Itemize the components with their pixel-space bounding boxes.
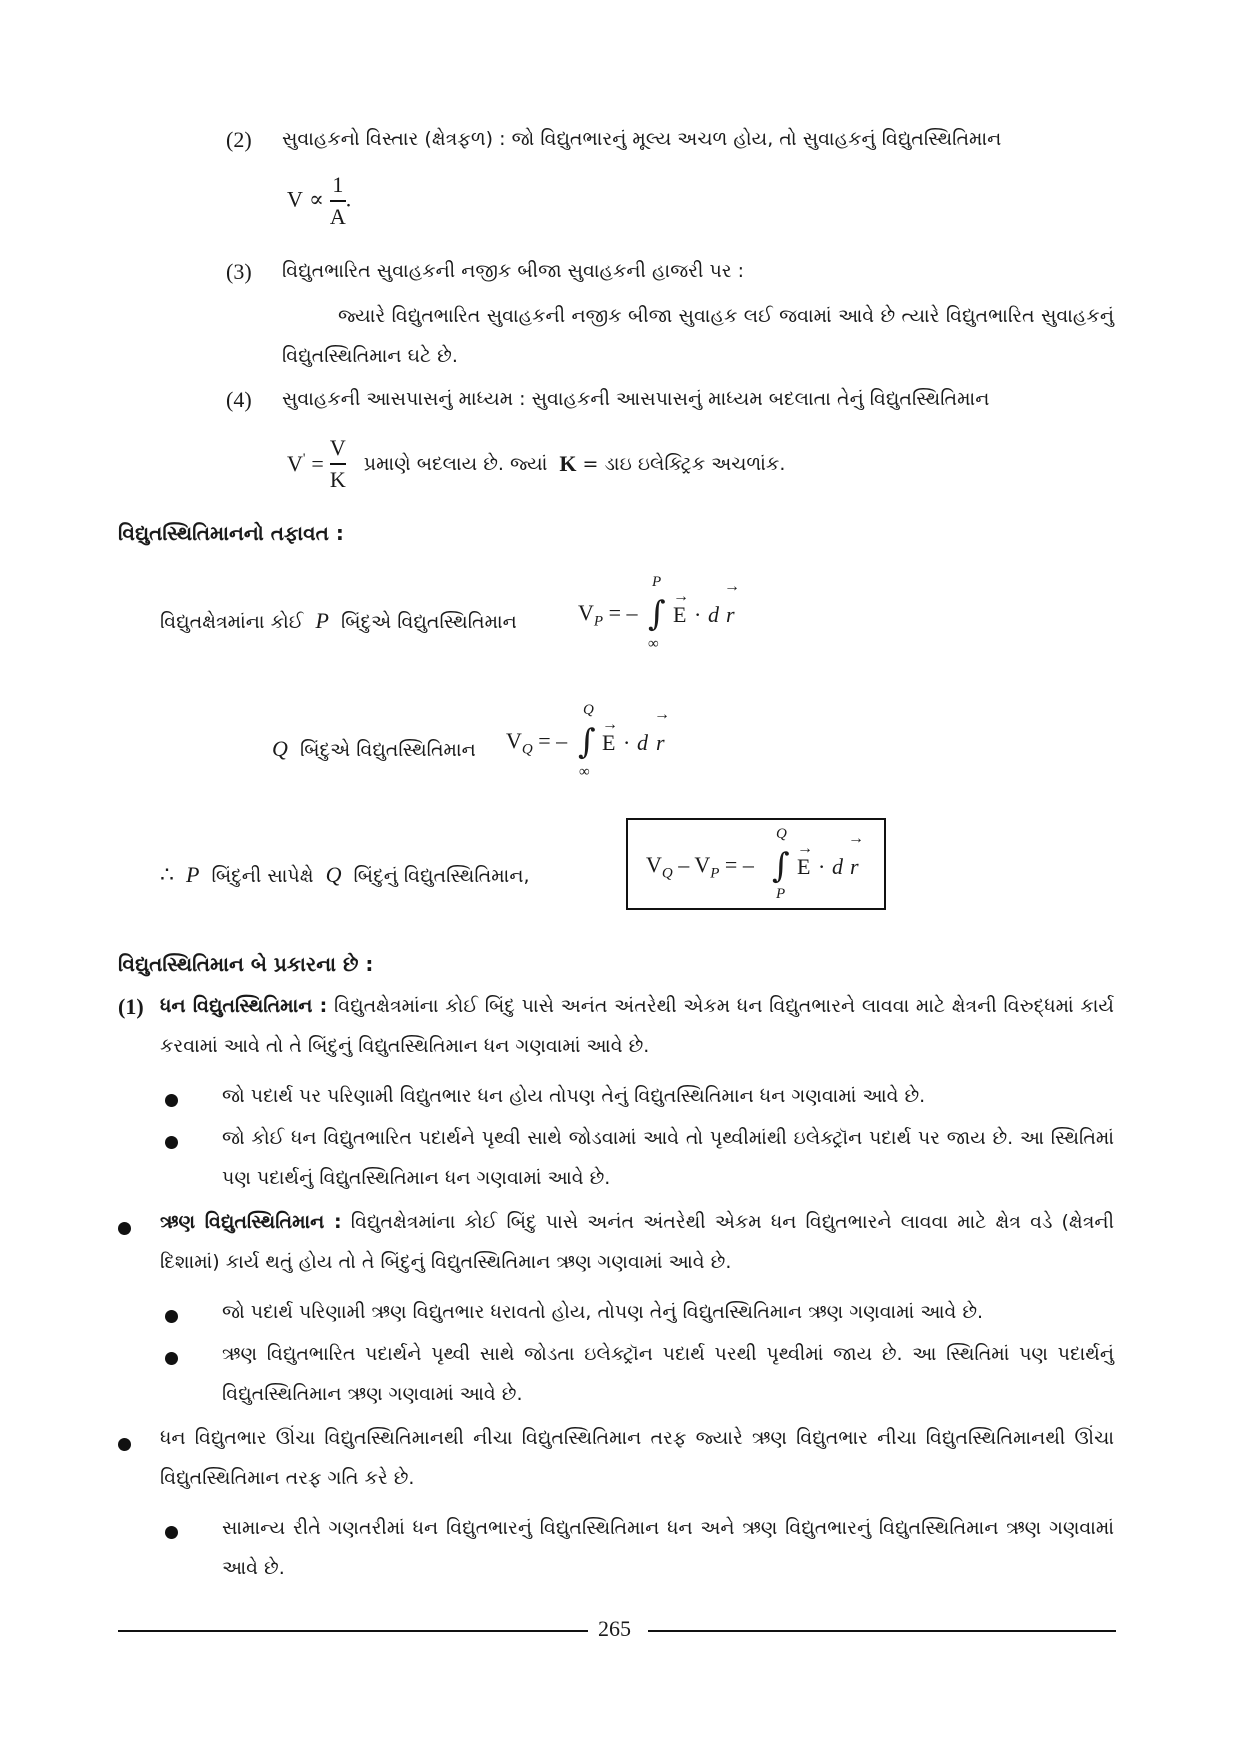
vp-formula bbox=[578, 600, 637, 630]
vq-e-arrow: → bbox=[602, 716, 618, 733]
formula-prop: ∝ bbox=[308, 186, 324, 212]
bullet-dot bbox=[165, 1136, 178, 1149]
item-2-number: (2) bbox=[226, 127, 252, 152]
formula-equals: = bbox=[311, 450, 324, 476]
vq-upper-limit: Q bbox=[583, 702, 594, 718]
vp-r-arrow: → bbox=[724, 578, 740, 595]
result-e: E bbox=[797, 854, 811, 879]
positive-bullet-1: જો પદાર્થ પર પરિણામી વિદ્યુતભાર ધન હોય તોપણ તેનું વિદ્યુતસ્થિતિમાન ધન ગણવામાં આવે છે. bbox=[222, 1085, 926, 1107]
result-point-q: Q bbox=[325, 862, 342, 887]
vp-statement bbox=[160, 608, 517, 634]
negative-text: વિદ્યુતક્ષેત્રમાંના કોઈ બિંદુ પાસે અનંત અંતરેથી એકમ ધન વિદ્યુતભારને લાવવા માટે ક્ષેત્ર વડે (ક્ષેત્રની દિશામાં) કાર્ય થતું હોય તો તે બિંદુનું વિદ્યુતસ્થિતિમાન ઋણ ગણવામાં આવે છે. bbox=[160, 1211, 1115, 1273]
vp-post: બિંદુએ વિદ્યુતસ્થિતિમાન bbox=[340, 611, 517, 633]
formula-v-prime bbox=[287, 435, 785, 493]
negative-bullet-2: ઋણ વિદ્યુતભારિત પદાર્થને પૃથ્વી સાથે જોડતા ઇલેક્ટ્રૉન પદાર્થ પરથી પૃથ્વીમાં જાય છે. આ સ્થિતિમાં પણ પદાર્થનું વિદ્યુતસ્થિતિમાન ઋણ ગણવામાં આવે છે. bbox=[222, 1343, 1114, 1405]
vp-dot: · bbox=[694, 602, 702, 627]
bullet-dot bbox=[165, 1526, 178, 1539]
item-3-number: (3) bbox=[226, 259, 252, 284]
formula-v-prop-1-over-a bbox=[287, 172, 351, 230]
vp-eq: = – bbox=[608, 600, 638, 625]
positive-title: ધન વિદ્યુતસ્થિતિમાન : bbox=[160, 995, 328, 1017]
page-number: 265 bbox=[598, 1616, 631, 1641]
vq-e: E bbox=[602, 730, 616, 755]
item-4-after-text: પ્રમાણે બદલાય છે. જ્યાં bbox=[363, 452, 548, 475]
diff-heading: વિદ્યુતસ્થિતિમાનનો તફાવત : bbox=[118, 521, 344, 545]
motion-bullet-1: સામાન્ય રીતે ગણતરીમાં ધન વિદ્યુતભારનું વિદ્યુતસ્થિતિમાન ધન અને ઋણ વિદ્યુતભારનું વિદ્યુતસ્થિતિમાન ઋણ ગણવામાં આવે છે. bbox=[222, 1517, 1114, 1579]
vq-formula bbox=[506, 728, 567, 758]
result-statement bbox=[160, 862, 530, 888]
item-4-number: (4) bbox=[226, 387, 252, 412]
result-r-arrow: → bbox=[848, 830, 864, 847]
vq-eq: = – bbox=[538, 728, 568, 753]
footer-rule-right bbox=[648, 1630, 1116, 1632]
vp-upper-limit: P bbox=[652, 574, 662, 590]
item-3-text: વિદ્યુતભારિત સુવાહકની નજીક બીજા સુવાહકની હાજરી પર : bbox=[282, 260, 745, 282]
footer-rule-left bbox=[118, 1630, 588, 1632]
result-e-arrow: → bbox=[797, 840, 813, 857]
result-dot: · bbox=[818, 854, 826, 879]
vp-sub: P bbox=[593, 613, 604, 630]
vq-integral-sign: ∫ bbox=[578, 722, 596, 762]
vp-v: V bbox=[578, 600, 594, 625]
result-v2: V bbox=[694, 852, 711, 877]
vp-integral-sign: ∫ bbox=[648, 594, 666, 634]
item-4-k: K bbox=[559, 450, 577, 476]
result-minus: – bbox=[678, 852, 690, 877]
positive-paragraph bbox=[160, 986, 1114, 1066]
bullet-dot bbox=[118, 1438, 131, 1451]
bullet-dot bbox=[165, 1352, 178, 1365]
result-sub1: Q bbox=[661, 865, 673, 882]
vq-sub: Q bbox=[521, 741, 533, 758]
bullet-dot bbox=[118, 1222, 131, 1235]
result-d: d bbox=[832, 854, 843, 879]
vq-point-q: Q bbox=[272, 736, 288, 761]
formula-v-lhs: V' bbox=[287, 450, 306, 476]
negative-paragraph bbox=[160, 1202, 1114, 1282]
vq-v: V bbox=[506, 728, 522, 753]
item-3-paragraph: જ્યારે વિદ્યુતભારિત સુવાહકની નજીક બીજા સુવાહક લઈ જવામાં આવે છે ત્યારે વિદ્યુતભારિત સુવાહકનું વિદ્યુતસ્થિતિમાન ઘટે છે. bbox=[282, 305, 1114, 367]
positive-bullet-2: જો કોઈ ધન વિદ્યુતભારિત પદાર્થને પૃથ્વી સાથે જોડવામાં આવે તો પૃથ્વીમાંથી ઇલેક્ટ્રૉન પદાર્થ પર જાય છે. આ સ્થિતિમાં પણ પદાર્થનું વિદ્યુતસ્થિતિમાન ધન ગણવામાં આવે છે. bbox=[222, 1127, 1114, 1189]
formula-numerator-v: V bbox=[329, 435, 346, 460]
vq-r-arrow: → bbox=[654, 706, 670, 723]
vp-point-p: P bbox=[315, 608, 329, 633]
result-eq: = – bbox=[724, 852, 754, 877]
negative-bullet-1: જો પદાર્થ પરિણામી ઋણ વિદ્યુતભાર ધરાવતો હોય, તોપણ તેનું વિદ્યુતસ્થિતિમાન ઋણ ગણવામાં આવે છે. bbox=[222, 1301, 984, 1323]
item-2-text: સુવાહકનો વિસ્તાર (ક્ષેત્રફળ) : જો વિદ્યુતભારનું મૂલ્ય અચળ હોય, તો સુવાહકનું વિદ્યુતસ્થિતિમાન bbox=[282, 128, 1002, 150]
vq-lower-limit: ∞ bbox=[579, 764, 590, 780]
vq-post: બિંદુએ વિદ્યુતસ્થિતિમાન bbox=[299, 739, 476, 761]
result-r: r bbox=[850, 854, 859, 879]
result-formula bbox=[646, 852, 754, 882]
vp-pre: વિદ્યુતક્ષેત્રમાંના કોઈ bbox=[160, 611, 304, 633]
result-mid: બિંદુની સાપેક્ષે bbox=[211, 865, 314, 887]
therefore-symbol: ∴ bbox=[160, 862, 174, 887]
vq-r: r bbox=[656, 730, 665, 755]
types-heading: વિદ્યુતસ્થિતિમાન બે પ્રકારના છે : bbox=[118, 952, 374, 976]
formula-denominator-k: K bbox=[329, 466, 346, 492]
vq-dot: · bbox=[623, 730, 631, 755]
item-4-text: સુવાહકની આસપાસનું માધ્યમ : સુવાહકની આસપાસનું માધ્યમ બદલાતા તેનું વિદ્યુતસ્થિતિમાન bbox=[282, 388, 990, 410]
negative-title: ઋણ વિદ્યુતસ્થિતિમાન : bbox=[160, 1211, 342, 1233]
vp-d: d bbox=[708, 602, 719, 627]
positive-text: વિદ્યુતક્ષેત્રમાંના કોઈ બિંદુ પાસે અનંત અંતરેથી એકમ ધન વિદ્યુતભારને લાવવા માટે ક્ષેત્રની વિરુદ્ધમાં કાર્ય કરવામાં આવે તો તે બિંદુનું વિદ્યુતસ્થિતિમાન ધન ગણવામાં આવે છે. bbox=[160, 995, 1114, 1057]
result-sub2: P bbox=[710, 865, 720, 882]
result-integral-sign: ∫ bbox=[772, 846, 790, 886]
motion-paragraph: ધન વિદ્યુતભાર ઊંચા વિદ્યુતસ્થિતિમાનથી નીચા વિદ્યુતસ્થિતિમાન તરફ જ્યારે ઋણ વિદ્યુતભાર નીચા વિદ્યુતસ્થિતિમાનથી ઊંચા વિદ્યુતસ્થિતિમાન તરફ ગતિ કરે છે. bbox=[160, 1427, 1114, 1489]
result-upper-limit: Q bbox=[776, 826, 787, 842]
vp-e-arrow: → bbox=[673, 588, 689, 605]
formula-v: V bbox=[287, 186, 303, 212]
vp-r: r bbox=[726, 602, 735, 627]
positive-number: (1) bbox=[118, 994, 144, 1019]
vq-statement bbox=[272, 736, 476, 762]
vq-d: d bbox=[637, 730, 648, 755]
vp-lower-limit: ∞ bbox=[648, 636, 659, 652]
formula-period: . bbox=[345, 186, 352, 212]
bullet-dot bbox=[165, 1310, 178, 1323]
formula-numerator: 1 bbox=[332, 172, 344, 197]
bullet-dot bbox=[165, 1094, 178, 1107]
vp-e: E bbox=[673, 602, 687, 627]
formula-denominator: A bbox=[329, 203, 346, 229]
item-4-definition: = ડાઇ ઇલેક્ટ્રિક અચળાંક. bbox=[582, 452, 786, 475]
result-lower-limit: P bbox=[776, 886, 786, 902]
result-v1: V bbox=[646, 852, 662, 877]
result-post: બિંદુનું વિદ્યુતસ્થિતિમાન, bbox=[353, 865, 530, 887]
result-point-p: P bbox=[186, 862, 200, 887]
